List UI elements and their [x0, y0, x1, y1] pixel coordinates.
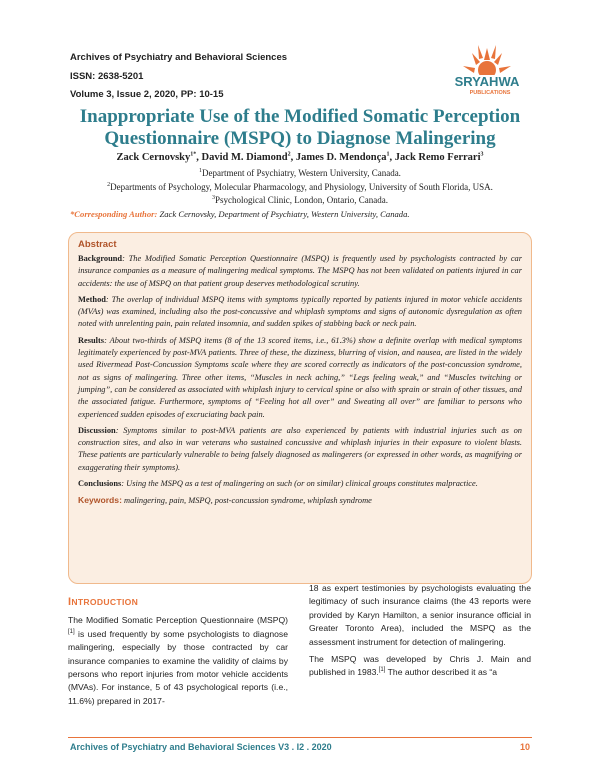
paragraph: The Modified Somatic Perception Questionnaire (MSPQ)[1] is used frequently by some psychologists to diagnose malingering, especially by those contracted by car insurance companies to examine the validity of claims by persons who report injuries from motor vehicle accidents (MVAs). For instance, 5 of 43 psychological reports (i.e., 11.6%) prepared in 2017-	[68, 615, 288, 706]
paragraph: 18 as expert testimonies by psychologists evaluating the legitimacy of such insurance claims (the 43 reports were provided by Karyn Hamilton, a senior insurance official in Greater Toronto Area), included the MSPQ as the assessment instrument for detection of malingering.	[309, 583, 531, 647]
author-list: Zack Cernovsky$^{1*}$, David M. Diamond$^2$, James D. Mendonça$^1$, Jack Remo Ferrari$^3$	[116, 151, 484, 163]
affiliation: $^3$Psychological Clinic, London, Ontario, Canada.	[212, 195, 388, 205]
abstract-background: Background: The Modified Somatic Perception Questionnaire (MSPQ) is frequently used by psychologists contracted by car insurance companies as a measure of malingering medical symptoms. The MSPQ has not been validated on patients injured in car accidents: the use of MSPQ on that patient group deserves methodological scrutiny.	[78, 254, 522, 288]
corresponding-author: *Corresponding Author: Zack Cernovsky, Department of Psychiatry, Western University, Canada.	[70, 209, 410, 219]
logo-name: SRYAHWA	[454, 74, 520, 89]
right-column	[309, 582, 531, 684]
abstract-discussion: Discussion: Symptoms similar to post-MVA patients are also experienced by patients with industrial injuries such as on construction sites, and also in war veterans who sustained concussive and whiplash injuries in their exposure to violent blasts. These patients are particularly vulnerable to being falsely diagnosed as malingerers (or expressed in other words, as magnifying or exaggerating their symptoms).	[78, 425, 522, 472]
affiliation: $^2$Departments of Psychology, Molecular Pharmacology, and Physiology, University of South Florida, USA.	[107, 182, 493, 192]
affiliation: $^1$Department of Psychiatry, Western University, Canada.	[199, 168, 401, 178]
abstract-box	[68, 232, 532, 584]
paragraph: The MSPQ was developed by Chris J. Main and published in 1983.[1] The author described it as “a	[309, 654, 531, 678]
logo-tagline: PUBLICATIONS	[469, 90, 511, 96]
volume-info: Volume 3, Issue 2, 2020, PP: 10-15	[70, 89, 224, 100]
abstract-heading: Abstract	[78, 239, 117, 250]
section-heading: INTRODUCTION	[68, 596, 139, 608]
issn: ISSN: 2638-5201	[70, 71, 144, 82]
publisher-logo	[432, 42, 542, 100]
abstract-conclusions: Conclusions: Using the MSPQ as a test of malingering on such (or on similar) clinical groups constitutes malpractice.	[78, 479, 478, 489]
author-name: Zack Cernovsky	[116, 152, 191, 163]
abstract-results: Results: About two-thirds of MSPQ items (8 of the 13 scored items, i.e., 61.3%) show a definite overlap with medical symptoms legitimately experienced by post-MVA patients. Three of these, the dizziness, blurring of vision, and nausea, are listed in the widely used Rivermead Post-Concussion Symptoms scale where they are scored correctly as indicators of the post-concussion syndrome, not as signs of malingering. Three other items, “Muscles in neck aching,” “Legs feeling weak,” and “Muscles twitching or jumping”, can be considered as associated with whiplash injury to cervical spine or also with sprain or strain of other tissues, and the associated fatigue. Furthermore, symptoms of “Feeling hot all over” and Sweating all over” are familiar to persons who experienced sudden episodes of excruciating back pain.	[78, 335, 522, 419]
left-column	[68, 596, 288, 712]
journal-name: Archives of Psychiatry and Behavioral Sciences	[70, 52, 288, 63]
abstract-method: Method: The overlap of individual MSPQ items with symptoms typically reported by patients injured in motor vehicle accidents (MVAs) was examined, including also the post-concussive and whiplash symptoms and signs of autonomic dysregulation as often noted with unrelenting pain, pain related insomnia, and sudden spikes of stabbing back or neck pain.	[78, 294, 522, 329]
footer-journal: Archives of Psychiatry and Behavioral Sciences V3 . I2 . 2020	[70, 742, 332, 752]
author-name: James D. Mendonça	[295, 152, 387, 163]
keywords: Keywords: malingering, pain, MSPQ, post-concussion syndrome, whiplash syndrome	[78, 495, 372, 506]
author-name: David M. Diamond	[201, 152, 288, 163]
footer-rule	[68, 737, 532, 738]
paper-title: Inappropriate Use of the Modified Somatic Perception Questionnaire (MSPQ) to Diagnose Malingering	[79, 106, 521, 149]
sun-logo-icon	[432, 42, 542, 100]
author-name: Jack Remo Ferrari	[394, 152, 481, 163]
page-number: 10	[519, 742, 530, 752]
